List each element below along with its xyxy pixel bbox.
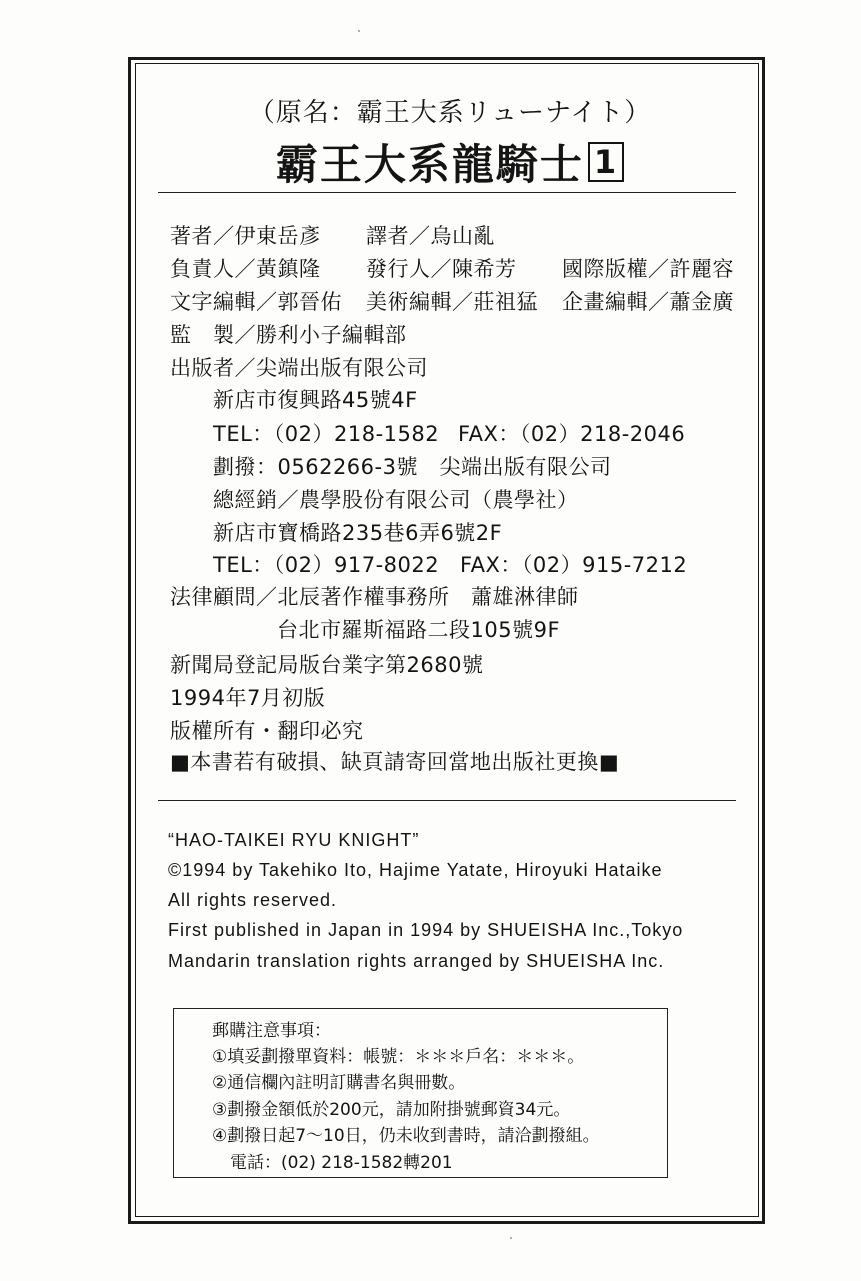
responsible-person: 負責人／黃鎮隆: [170, 257, 321, 281]
book-title-text: 霸王大系龍騎士: [275, 140, 584, 189]
divider-top: [158, 192, 736, 193]
mail-order-heading: 郵購注意事項：: [212, 1021, 331, 1041]
registration-number: 新聞局登記局版台業字第2680號: [170, 653, 484, 677]
mail-order-item-2: ②通信欄內註明訂購書名與冊數。: [212, 1073, 466, 1093]
dust-speck: [358, 30, 360, 32]
translator: 譯者／烏山亂: [366, 224, 495, 248]
dust-speck: [510, 1237, 512, 1239]
publisher-fax: FAX：（02）218-2046: [458, 422, 686, 446]
mail-order-phone: 電話：(02) 218-1582轉201: [230, 1153, 453, 1173]
english-mandarin-rights: Mandarin translation rights arranged by SHUEISHA Inc.: [168, 951, 665, 971]
transfer-account: 劃撥：0562266-3號 尖端出版有限公司: [213, 455, 612, 479]
damage-notice: ■本書若有破損、缺頁請寄回當地出版社更換■: [170, 750, 620, 774]
english-first-published: First published in Japan in 1994 by SHUEISHA Inc.,Tokyo: [168, 920, 684, 940]
legal-counsel: 法律顧問／北辰著作權事務所 蕭雄淋律師: [170, 585, 579, 609]
distributor-tel: TEL：（02）917-8022: [213, 553, 440, 577]
english-title: “HAO-TAIKEI RYU KNIGHT”: [168, 830, 420, 850]
book-title: [150, 132, 750, 192]
volume-number: 1: [588, 142, 624, 182]
english-rights: All rights reserved.: [168, 890, 338, 910]
publisher-person: 發行人／陳希芳: [366, 257, 517, 281]
planning-editor: 企畫編輯／蕭金廣: [562, 290, 734, 314]
copyright-notice: 版權所有・翻印必究: [170, 719, 364, 743]
mail-order-item-1: ①填妥劃撥單資料：帳號：＊＊＊戶名：＊＊＊。: [212, 1047, 585, 1067]
legal-address: 台北市羅斯福路二段105號9F: [277, 618, 561, 642]
art-editor: 美術編輯／莊祖猛: [366, 290, 538, 314]
publisher-address: 新店市復興路45號4F: [213, 388, 418, 412]
author: 著者／伊東岳彥: [170, 224, 321, 248]
divider-middle: [158, 800, 736, 801]
original-title: （原名：霸王大系リューナイト）: [248, 98, 652, 128]
distributor-address: 新店市寶橋路235巷6弄6號2F: [213, 521, 503, 545]
publisher-tel: TEL：（02）218-1582: [213, 422, 440, 446]
text-editor: 文字編輯／郭晉佑: [170, 290, 342, 314]
publisher-name: 出版者／尖端出版有限公司: [170, 356, 428, 380]
mail-order-item-3: ③劃撥金額低於200元，請加附掛號郵資34元。: [212, 1100, 571, 1120]
first-edition-date: 1994年7月初版: [170, 686, 326, 710]
english-copyright: ©1994 by Takehiko Ito, Hajime Yatate, Hiroyuki Hataike: [168, 860, 663, 880]
distributor-name: 總經銷／農學股份有限公司（農學社）: [213, 488, 579, 512]
distributor-fax: FAX：（02）915-7212: [460, 553, 688, 577]
international-rights: 國際版權／許麗容: [562, 257, 734, 281]
supervision: 監 製／勝利小子編輯部: [170, 323, 407, 347]
mail-order-item-4: ④劃撥日起7～10日，仍未收到書時，請洽劃撥組。: [212, 1126, 600, 1146]
